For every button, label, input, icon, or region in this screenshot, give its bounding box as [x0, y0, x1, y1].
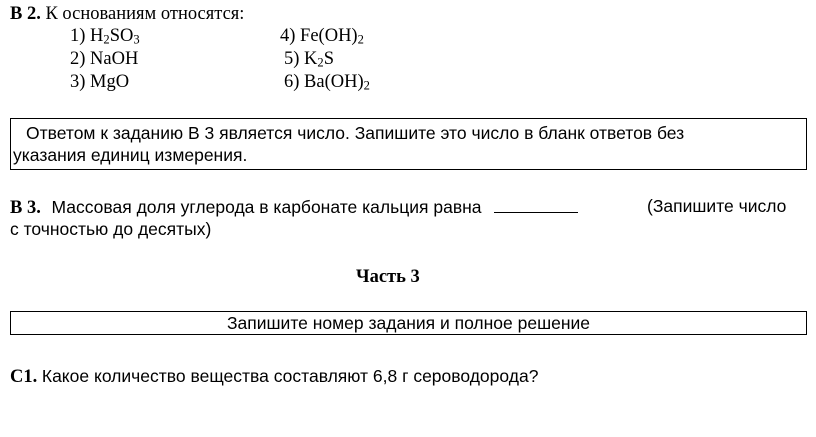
option-3 [70, 71, 129, 93]
question-b3-label: В 3. [10, 198, 41, 218]
option-number: 6) [284, 72, 300, 92]
formula-subscript: 2 [103, 32, 110, 47]
answer-blank[interactable] [494, 195, 578, 213]
formula-part: SO [109, 26, 134, 46]
formula-part: K [304, 49, 318, 69]
option-5 [284, 48, 334, 70]
formula-part: Fe(OH) [300, 26, 358, 46]
option-number: 2) [70, 49, 86, 69]
formula-subscript: 3 [133, 32, 140, 47]
answer-note-box [10, 118, 807, 170]
question-c1-label: С1. [10, 367, 38, 387]
option-2 [70, 48, 138, 70]
formula-part: Ba(OH) [304, 72, 364, 92]
answer-note-line-2: указания единиц измерения. [13, 145, 248, 165]
question-b3-line-2: с точностью до десятых) [10, 219, 212, 239]
question-c1-text: Какое количество вещества составляют 6,8 г сероводорода? [41, 366, 539, 386]
question-b2-text: К основаниям относятся: [45, 4, 245, 24]
answer-note-line-1: Ответом к заданию В 3 является число. Запишите это число в бланк ответов без [26, 123, 685, 143]
option-1 [70, 25, 140, 47]
question-b2-heading [10, 3, 244, 25]
part-3-title: Часть 3 [356, 267, 420, 287]
formula-part: H [90, 26, 104, 46]
formula-subscript: 2 [317, 55, 324, 70]
formula-part: MgO [90, 72, 130, 92]
formula-subscript: 2 [357, 32, 364, 47]
option-4 [280, 25, 364, 47]
question-b3-text: Массовая доля углерода в карбонате кальция равна [51, 197, 482, 217]
option-6 [284, 71, 370, 93]
instruction-text: Запишите номер задания и полное решение [226, 313, 591, 333]
option-number: 5) [284, 49, 300, 69]
option-number: 4) [280, 26, 296, 46]
question-b3-hint: (Запишите число [647, 196, 787, 216]
formula-part: NaOH [90, 49, 139, 69]
question-b3-line-1 [10, 195, 578, 219]
option-number: 3) [70, 72, 86, 92]
formula-part: S [323, 49, 335, 69]
instruction-box [10, 311, 807, 335]
option-number: 1) [70, 26, 86, 46]
question-b2-label: В 2. [10, 4, 41, 24]
question-c1 [10, 365, 538, 388]
formula-subscript: 2 [363, 78, 370, 93]
